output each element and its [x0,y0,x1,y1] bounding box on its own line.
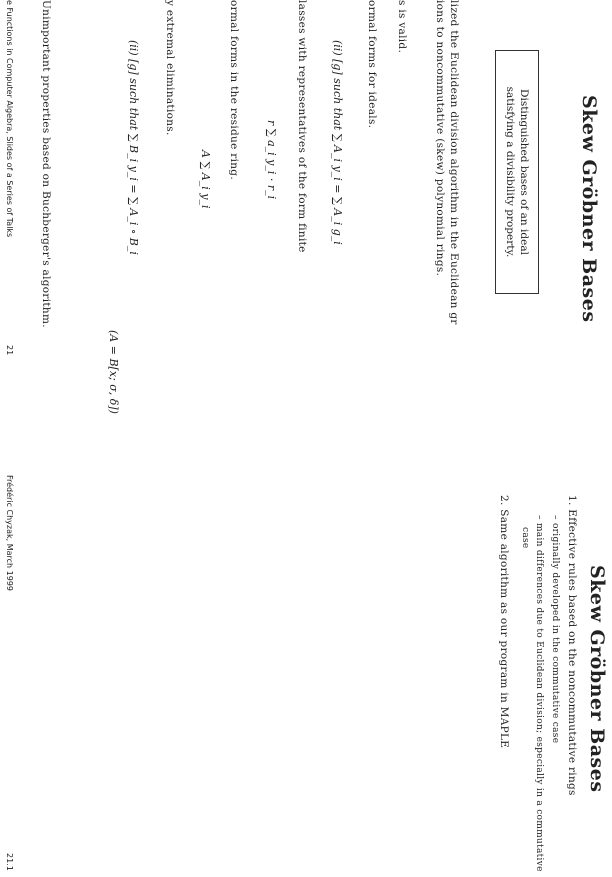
equation-note: (A = B[x; σ, δ]) [107,330,120,414]
body-line: ions to noncommutative (skew) polynomial rings. [434,0,446,277]
body-line: lasses with representatives of the form finite [296,0,308,253]
slide-title: Skew Gröbner Bases [586,565,608,793]
body-line: y extremal eliminations. [164,0,176,136]
equation: A ∑ A_i y_i [199,150,212,209]
body-line: lized the Euclidean division algorithm in the Euclidean gr [448,0,460,325]
list-item: 2. Same algorithm as our program in MAPLE [498,495,510,749]
sub-list-item: case [520,527,530,549]
list-item: 1. Effective rules based on the noncommutative rings [566,495,578,796]
slide-title: Skew Gröbner Bases [578,95,600,323]
page-number: 21.1 [5,853,14,871]
footer-text: e Functions in Computer Algebra, Slides of a Series of Talks [5,0,14,238]
equation: (ii) [g] such that ∑ A_i y_i = ∑ A_i g_i [331,40,344,245]
equation: (ii) [g] such that ∑ B_i y_i = ∑ A_i ∘ B_i [127,40,140,255]
sub-list-item: – main differences due to Euclidean division; especially in a commutative [534,515,544,872]
body-line: Unimportant properties based on Buchberger's algorithm. [40,0,52,328]
slide-right [0,455,612,877]
page-number: 21 [5,345,14,356]
footer-text: Frédéric Chyzak, March 1999 [5,475,14,592]
sub-list-item: – originally developed in the commutative case [550,515,560,744]
body-line: s is valid. [396,0,408,54]
equation: r ∑ a_i y_i · r_i [265,120,278,200]
box-line: Distinguished bases of an ideal [518,89,530,255]
box-line: satisfying a divisibility property. [504,86,516,258]
definition-box [495,50,539,294]
body-line: ormal forms in the residue ring. [228,0,240,180]
body-line: ormal forms for ideals. [366,0,378,129]
